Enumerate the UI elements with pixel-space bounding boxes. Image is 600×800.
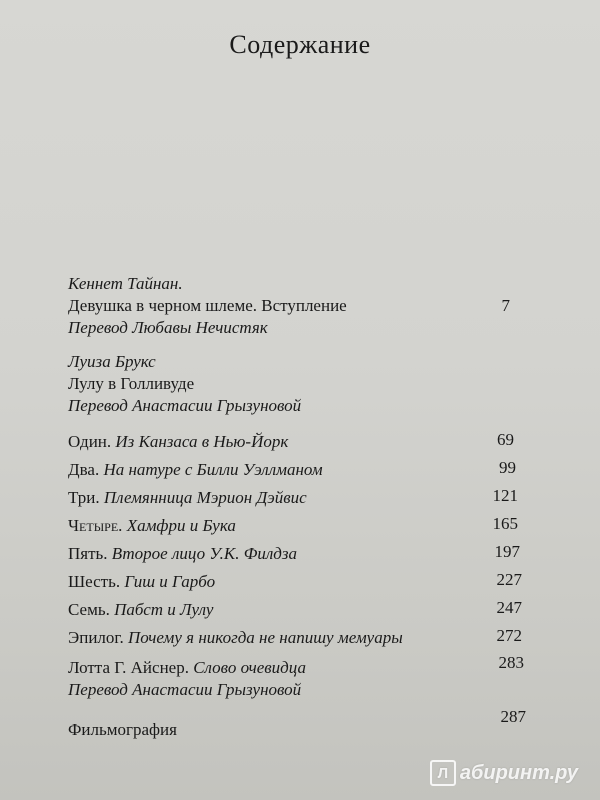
chapter-label: Шесть. xyxy=(68,572,121,591)
chapter-title: На натуре с Билли Уэллманом xyxy=(103,460,323,479)
toc-page-number: 247 xyxy=(496,598,522,617)
toc-page-number: 227 xyxy=(496,570,522,589)
toc-title-lulu: Лулу в Голливуде xyxy=(68,374,195,393)
chapter-title: Племянница Мэрион Дэйвис xyxy=(103,488,307,507)
toc-chapter-five xyxy=(68,544,297,564)
chapter-label: Эпилог. xyxy=(68,628,124,647)
toc-page-number: 7 xyxy=(501,296,510,315)
chapter-label: Один. xyxy=(68,432,112,451)
chapter-label: Два. xyxy=(68,460,100,479)
chapter-title: Из Канзаса в Нью-Йорк xyxy=(115,432,289,451)
page-title: Содержание xyxy=(229,30,371,59)
toc-author-tynan: Кеннет Тайнан. xyxy=(68,274,183,293)
chapter-title: Пабст и Лулу xyxy=(114,600,214,619)
toc-title-introduction: Девушка в черном шлеме. Вступление xyxy=(68,296,347,315)
toc-epilogue xyxy=(68,628,403,648)
watermark-logo-icon: Л xyxy=(430,760,456,786)
toc-page-number: 272 xyxy=(496,626,522,645)
toc-translator-nechistyak: Перевод Любавы Нечистяк xyxy=(68,318,268,337)
toc-page-number: 283 xyxy=(498,653,524,672)
watermark xyxy=(430,760,578,786)
toc-eisner xyxy=(68,658,306,678)
toc-chapter-one xyxy=(68,432,288,452)
toc-page-number: 197 xyxy=(494,542,520,561)
chapter-title: Хамфри и Бука xyxy=(126,516,236,535)
toc-chapter-four xyxy=(68,516,236,536)
toc-author-brooks: Луиза Брукс xyxy=(68,352,156,371)
toc-chapter-three xyxy=(68,488,307,508)
toc-page-number: 69 xyxy=(497,430,514,449)
toc-chapter-six xyxy=(68,572,215,592)
chapter-label: Лотта Г. Айснер. xyxy=(68,658,189,677)
chapter-title: Гиш и Гарбо xyxy=(124,572,216,591)
chapter-label: Пять. xyxy=(68,544,108,563)
chapter-label: Четыре. xyxy=(68,516,123,535)
chapter-title: Почему я никогда не напишу мемуары xyxy=(127,628,403,647)
toc-page-number: 99 xyxy=(499,458,516,477)
toc-page-number: 287 xyxy=(500,707,526,726)
chapter-label: Три. xyxy=(68,488,100,507)
toc-chapter-seven xyxy=(68,600,213,620)
toc-translator-gryzunova-2: Перевод Анастасии Грызуновой xyxy=(68,680,302,699)
chapter-label: Семь. xyxy=(68,600,110,619)
chapter-title: Второе лицо У.К. Филдза xyxy=(111,544,298,563)
toc-filmography: Фильмография xyxy=(68,720,177,739)
toc-translator-gryzunova: Перевод Анастасии Грызуновой xyxy=(68,396,302,415)
watermark-text: абиринт.ру xyxy=(459,761,578,784)
toc-chapter-two xyxy=(68,460,323,480)
toc-page-number: 165 xyxy=(492,514,518,533)
toc-page-number: 121 xyxy=(492,486,518,505)
chapter-title: Слово очевидца xyxy=(193,658,306,677)
